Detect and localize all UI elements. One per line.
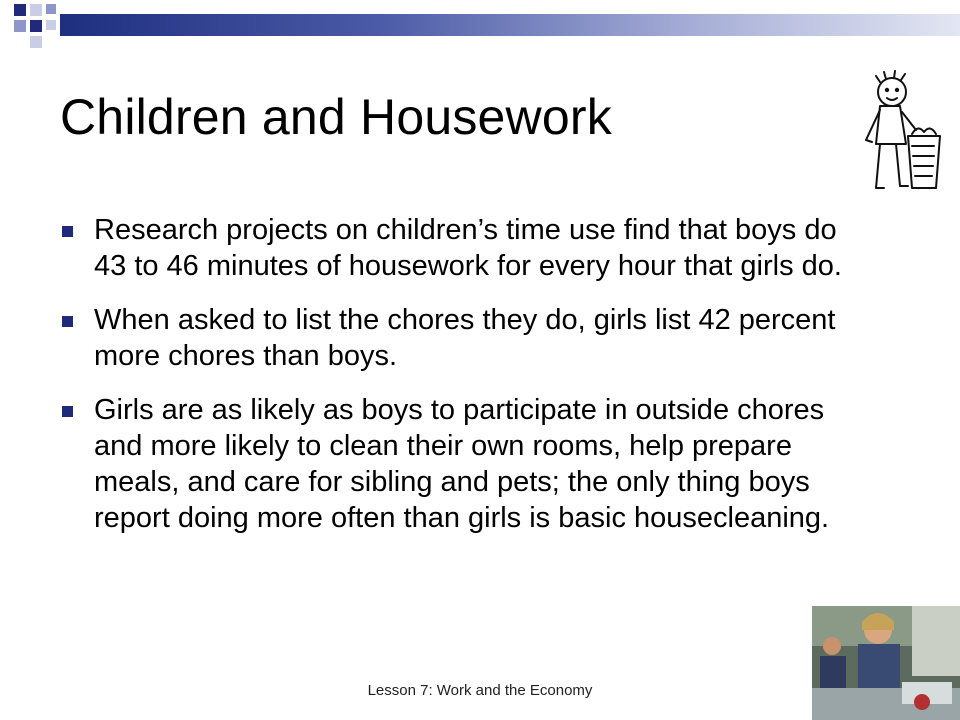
bullet-item (60, 302, 850, 374)
boy-with-trash-can-illustration (850, 70, 950, 195)
decoration-square (14, 20, 26, 32)
bullet-square-icon (62, 226, 73, 237)
decoration-square (46, 4, 56, 14)
slide-footer: Lesson 7: Work and the Economy (367, 682, 593, 699)
bullet-item (60, 212, 850, 284)
title-gradient-bar (60, 14, 960, 36)
slide-title: Children and Housework (60, 89, 612, 145)
decoration-square (14, 4, 26, 16)
decoration-square (30, 4, 42, 16)
bullet-text: Girls are as likely as boys to participate in outside chores and more likely to clean their own rooms, help prepare meals, and care for sibling and pets; the only thing boys report doing more often than girls is basic housecleaning. (94, 394, 830, 534)
decoration-square (30, 36, 42, 48)
decoration-square (30, 20, 42, 32)
bullet-text: When asked to list the chores they do, girls list 42 percent more chores than boys. (94, 304, 836, 372)
kitchen-photo (812, 606, 960, 720)
decoration-square (46, 20, 56, 30)
bullet-square-icon (62, 316, 73, 327)
title-decoration-band (0, 0, 960, 54)
bullet-square-icon (62, 406, 73, 417)
bullet-text: Research projects on children’s time use find that boys do 43 to 46 minutes of housework for every hour that girls do. (94, 214, 842, 282)
bullet-list (60, 212, 850, 554)
bullet-item (60, 392, 850, 536)
